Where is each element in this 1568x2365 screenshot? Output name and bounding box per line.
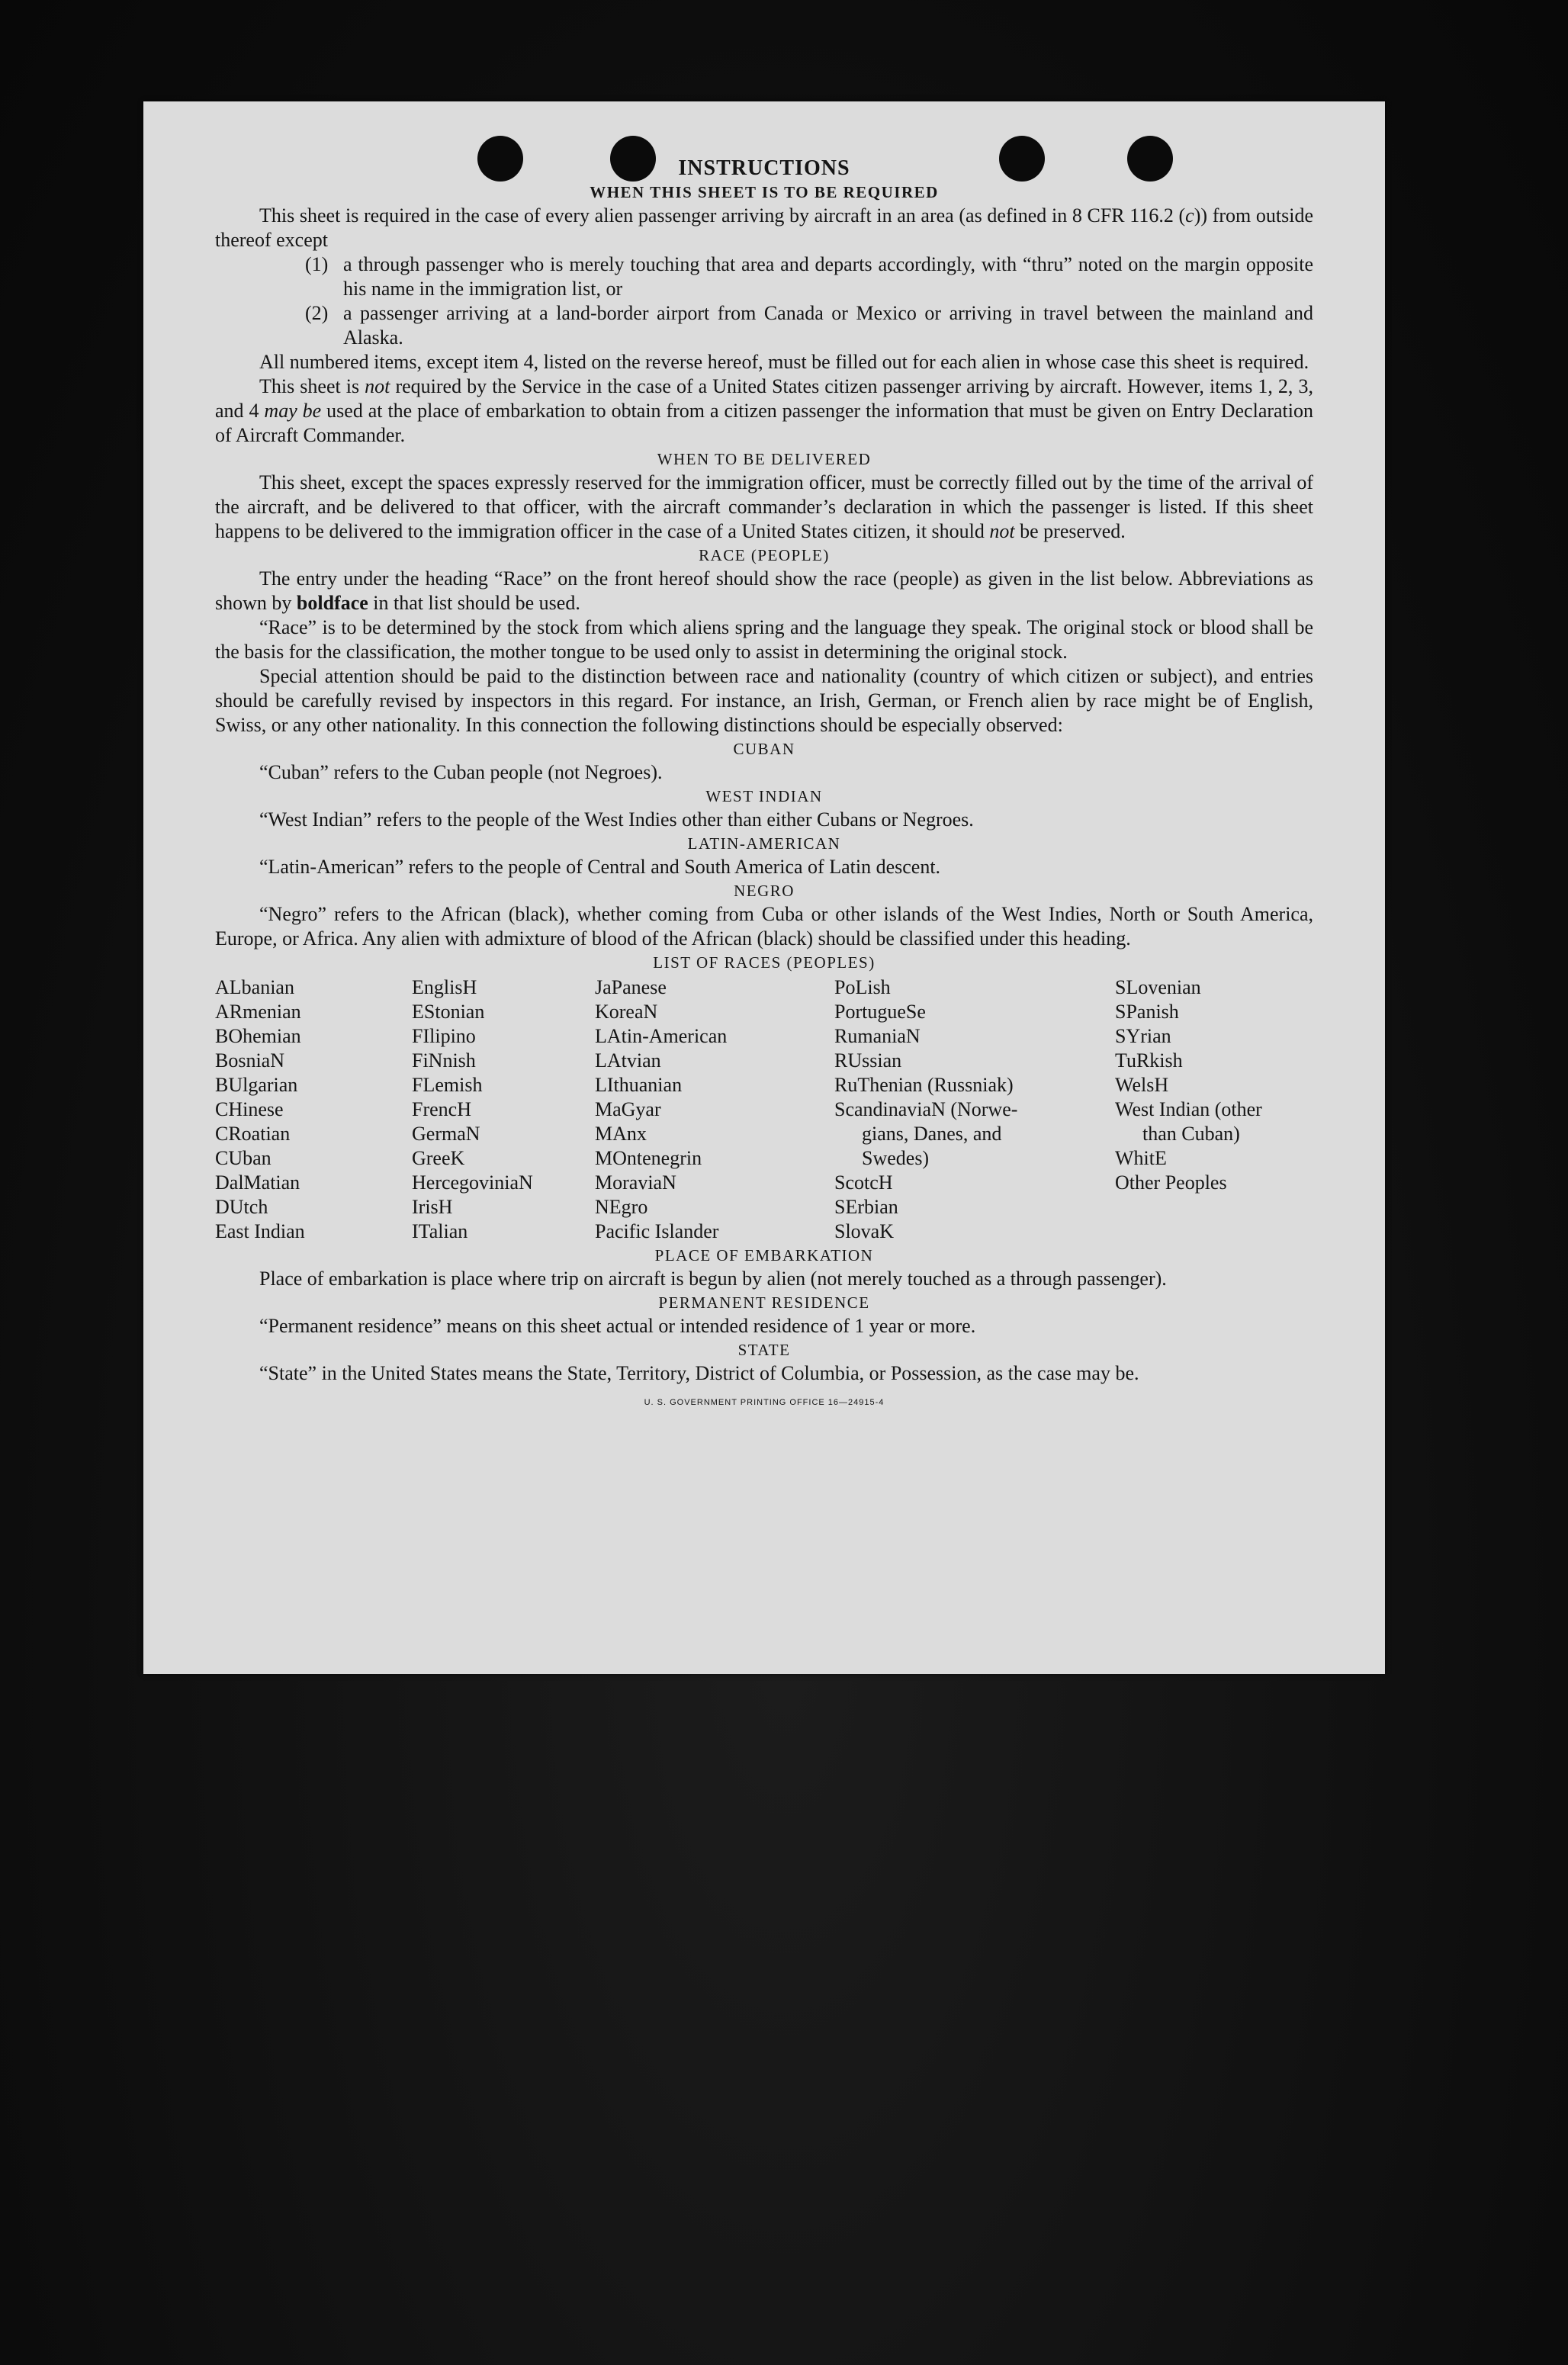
- race-item: SYrian: [1115, 1025, 1171, 1047]
- race-item: than Cuban): [1142, 1123, 1240, 1145]
- race-list: [215, 975, 1313, 1244]
- race-item: GermaN: [412, 1123, 480, 1145]
- paragraph: All numbered items, except item 4, listed on the reverse hereof, must be filled out for each alien in whose case this sheet is required.: [259, 351, 1309, 373]
- race-item: KoreaN: [595, 1001, 658, 1023]
- race-item: ALbanian: [215, 976, 294, 998]
- race-item: LAtin-American: [595, 1025, 728, 1047]
- paragraph: “Permanent residence” means on this sheet actual or intended residence of 1 year or more.: [259, 1315, 976, 1337]
- race-item: PortugueSe: [834, 1001, 926, 1023]
- race-item: FLemish: [412, 1074, 483, 1096]
- race-item: SPanish: [1115, 1001, 1179, 1023]
- paragraph: This sheet, except the spaces expressly reserved for the immigration officer, must be correctly filled out by the time of the arrival of the aircraft, and be delivered to that officer, with the aircraft commander’s declaration in which the passenger is listed. If this sheet happens to be delivered to the immigration officer in the case of a United States citizen, it should not be preserved.: [215, 471, 1313, 542]
- race-column: [834, 975, 1115, 1244]
- paragraph: “State” in the United States means the State, Territory, District of Columbia, or Possession, as the case may be.: [259, 1362, 1139, 1384]
- race-item: CRoatian: [215, 1123, 291, 1145]
- race-item: SErbian: [834, 1196, 898, 1218]
- paragraph: “Negro” refers to the African (black), whether coming from Cuba or other islands of the West Indies, North or South America, Europe, or Africa. Any alien with admixture of blood of the African (black) should be classified under this heading.: [215, 903, 1313, 950]
- printing-office-footer: U. S. GOVERNMENT PRINTING OFFICE 16—24915-4: [644, 1398, 885, 1407]
- race-item: LIthuanian: [595, 1074, 683, 1096]
- race-item: IrisH: [412, 1196, 453, 1218]
- clause-2: (2) a passenger arriving at a land-border airport from Canada or Mexico or arriving in travel between the mainland and Alaska.: [305, 302, 1313, 349]
- paragraph: This sheet is not required by the Service in the case of a United States citizen passenger arriving by aircraft. However, items 1, 2, 3, and 4 may be used at the place of embarkation to obtain from a citizen passenger the information that must be given on Entry Declaration of Aircraft Commander.: [215, 375, 1313, 446]
- race-item: CUban: [215, 1147, 272, 1169]
- race-item: East Indian: [215, 1220, 305, 1242]
- race-item: GreeK: [412, 1147, 465, 1169]
- document-title: INSTRUCTIONS: [678, 156, 850, 180]
- race-item: CHinese: [215, 1098, 284, 1120]
- race-column: [595, 975, 834, 1244]
- clause-1: (1) a through passenger who is merely touching that area and departs accordingly, with “thru” noted on the margin opposite his name in the immigration list, or: [305, 253, 1313, 300]
- race-item: NEgro: [595, 1196, 648, 1218]
- race-item: FrencH: [412, 1098, 471, 1120]
- race-item: MAnx: [595, 1123, 647, 1145]
- race-item: ScandinaviaN (Norwe-: [834, 1098, 1018, 1120]
- paragraph: This sheet is required in the case of every alien passenger arriving by aircraft in an area (as defined in 8 CFR 116.2 (c)) from outside thereof except: [215, 204, 1313, 251]
- race-item: DUtch: [215, 1196, 268, 1218]
- race-item: West Indian (other: [1115, 1098, 1262, 1120]
- race-item: FiNnish: [412, 1049, 476, 1072]
- section-heading: CUBAN: [733, 740, 795, 758]
- race-item: BOhemian: [215, 1025, 301, 1047]
- punch-hole: [1127, 136, 1173, 182]
- section-heading: LIST OF RACES (PEOPLES): [653, 953, 876, 972]
- race-column: [215, 975, 412, 1244]
- race-item: MoraviaN: [595, 1171, 676, 1194]
- race-item: DalMatian: [215, 1171, 300, 1194]
- race-item: WelsH: [1115, 1074, 1169, 1096]
- section-heading: PERMANENT RESIDENCE: [658, 1293, 870, 1312]
- race-item: TuRkish: [1115, 1049, 1183, 1072]
- section-heading: LATIN-AMERICAN: [687, 834, 841, 853]
- section-heading: WHEN THIS SHEET IS TO BE REQUIRED: [590, 183, 939, 201]
- section-heading: WHEN TO BE DELIVERED: [657, 450, 872, 468]
- race-item: ITalian: [412, 1220, 468, 1242]
- paragraph: “West Indian” refers to the people of the West Indies other than either Cubans or Negroes.: [259, 808, 974, 831]
- race-item: Other Peoples: [1115, 1171, 1227, 1194]
- race-item: RumaniaN: [834, 1025, 921, 1047]
- race-item: EnglisH: [412, 976, 477, 998]
- punch-hole: [999, 136, 1045, 182]
- race-item: ScotcH: [834, 1171, 893, 1194]
- race-item: Pacific Islander: [595, 1220, 719, 1242]
- race-item: SlovaK: [834, 1220, 894, 1242]
- race-item: Swedes): [862, 1147, 930, 1169]
- race-item: MOntenegrin: [595, 1147, 702, 1169]
- race-item: PoLish: [834, 976, 891, 998]
- document-body: [215, 156, 1313, 1415]
- race-item: EStonian: [412, 1001, 485, 1023]
- race-column: [1115, 975, 1321, 1244]
- paragraph: “Race” is to be determined by the stock from which aliens spring and the language they speak. The original stock or blood shall be the basis for the classification, the mother tongue to be used only to assist in determining the original stock.: [215, 616, 1313, 663]
- section-heading: RACE (PEOPLE): [699, 546, 830, 564]
- punch-hole: [477, 136, 523, 182]
- section-heading: NEGRO: [734, 882, 795, 900]
- race-item: JaPanese: [595, 976, 667, 998]
- section-heading: PLACE OF EMBARKATION: [654, 1246, 874, 1264]
- race-item: WhitE: [1115, 1147, 1167, 1169]
- paragraph: Special attention should be paid to the distinction between race and nationality (country of which citizen or subject), and entries should be carefully revised by inspectors in this regard. For instance, an Irish, German, or French alien by race might be of English, Swiss, or any other nationality. In this connection the following distinctions should be especially observed:: [215, 665, 1313, 736]
- race-item: RuThenian (Russniak): [834, 1074, 1014, 1096]
- paragraph: Place of embarkation is place where trip on aircraft is begun by alien (not merely touched as a through passenger).: [259, 1268, 1167, 1290]
- race-column: [412, 975, 595, 1244]
- race-item: gians, Danes, and: [862, 1123, 1002, 1145]
- race-item: FIlipino: [412, 1025, 476, 1047]
- race-item: RUssian: [834, 1049, 902, 1072]
- race-item: ARmenian: [215, 1001, 301, 1023]
- paragraph: “Latin-American” refers to the people of Central and South America of Latin descent.: [259, 856, 941, 878]
- section-heading: STATE: [737, 1341, 791, 1359]
- race-item: HercegoviniaN: [412, 1171, 533, 1194]
- race-item: MaGyar: [595, 1098, 661, 1120]
- punch-hole: [610, 136, 656, 182]
- race-item: BUlgarian: [215, 1074, 298, 1096]
- section-heading: WEST INDIAN: [705, 787, 823, 805]
- paragraph: “Cuban” refers to the Cuban people (not Negroes).: [259, 761, 663, 783]
- race-item: LAtvian: [595, 1049, 661, 1072]
- paragraph: The entry under the heading “Race” on the front hereof should show the race (people) as given in the list below. Abbreviations as shown by boldface in that list should be used.: [215, 567, 1313, 614]
- instruction-sheet: [143, 101, 1385, 1674]
- race-item: BosniaN: [215, 1049, 284, 1072]
- race-item: SLovenian: [1115, 976, 1201, 998]
